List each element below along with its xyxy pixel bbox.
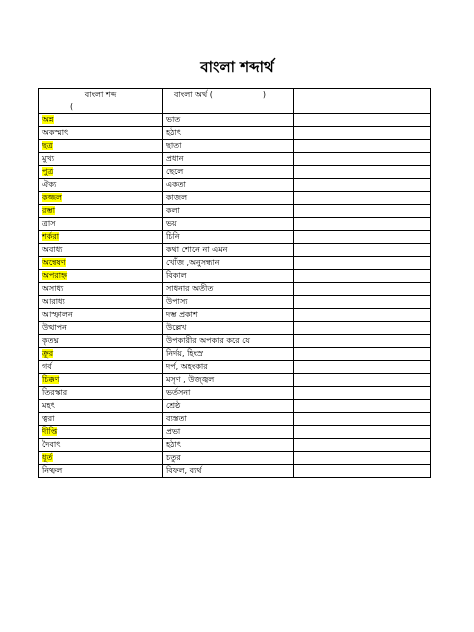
- word-cell: [39, 348, 163, 361]
- word-cell: [39, 296, 163, 309]
- extra-cell: [294, 283, 431, 296]
- word-text: অপরাহ্ন: [42, 271, 68, 280]
- word-cell: [39, 452, 163, 465]
- word-cell: [39, 166, 163, 179]
- table-row: [39, 166, 431, 179]
- header-word-cell: [39, 89, 163, 114]
- word-text: অন্ন: [42, 115, 54, 124]
- meaning-cell: সাধনার অতীত: [163, 283, 294, 296]
- table-row: [39, 205, 431, 218]
- word-text: অন্বেষণ: [42, 258, 66, 267]
- extra-cell: [294, 153, 431, 166]
- word-cell: [39, 426, 163, 439]
- meaning-cell: প্রভা: [163, 426, 294, 439]
- table-row: [39, 439, 431, 452]
- extra-cell: [294, 231, 431, 244]
- word-text: নিষ্ফল: [42, 466, 63, 475]
- word-text: উত্থাপন: [42, 323, 67, 332]
- header-meaning-label: বাংলা অর্থ (: [174, 90, 213, 99]
- header-extra-cell: [294, 89, 431, 114]
- meaning-cell: ভয়: [163, 218, 294, 231]
- table-row: [39, 192, 431, 205]
- word-cell: [39, 413, 163, 426]
- table-row: [39, 179, 431, 192]
- table-row: [39, 374, 431, 387]
- header-meaning-close: ): [262, 90, 266, 99]
- extra-cell: [294, 322, 431, 335]
- word-text: শর্করা: [42, 232, 60, 241]
- word-text: ক্রূর: [42, 349, 54, 358]
- word-cell: [39, 140, 163, 153]
- table-row: [39, 218, 431, 231]
- header-word-paren: (: [70, 102, 74, 111]
- extra-cell: [294, 400, 431, 413]
- word-cell: [39, 309, 163, 322]
- word-text: মুখ্য: [42, 154, 55, 163]
- vocabulary-table: [38, 88, 431, 478]
- word-cell: [39, 361, 163, 374]
- table-row: [39, 231, 431, 244]
- extra-cell: [294, 296, 431, 309]
- word-text: আস্ফালন: [42, 310, 73, 319]
- meaning-cell: ব্যস্ততা: [163, 413, 294, 426]
- extra-cell: [294, 361, 431, 374]
- word-cell: [39, 335, 163, 348]
- meaning-cell: মসৃণ , উজ্জ্বল: [163, 374, 294, 387]
- extra-cell: [294, 309, 431, 322]
- table-row: [39, 348, 431, 361]
- word-cell: [39, 192, 163, 205]
- word-text: অকস্মাৎ: [42, 128, 69, 137]
- header-meaning-cell: [163, 89, 294, 114]
- page-title: বাংলা শব্দার্থ: [200, 58, 274, 76]
- extra-cell: [294, 348, 431, 361]
- vocabulary-table-body: [39, 89, 431, 478]
- extra-cell: [294, 140, 431, 153]
- extra-cell: [294, 166, 431, 179]
- word-text: ত্বরা: [42, 414, 55, 423]
- meaning-cell: ভাত: [163, 114, 294, 127]
- extra-cell: [294, 257, 431, 270]
- extra-cell: [294, 465, 431, 478]
- extra-cell: [294, 218, 431, 231]
- table-row: [39, 426, 431, 439]
- extra-cell: [294, 374, 431, 387]
- extra-cell: [294, 192, 431, 205]
- table-row: [39, 153, 431, 166]
- word-text: কৃতঘ্ন: [42, 336, 59, 345]
- meaning-cell: উপকারীর অপকার করে যে: [163, 335, 294, 348]
- meaning-cell: হঠাৎ: [163, 127, 294, 140]
- word-cell: [39, 205, 163, 218]
- meaning-cell: কথা শোনে না এমন: [163, 244, 294, 257]
- word-text: রম্ভা: [42, 206, 56, 215]
- meaning-cell: একতা: [163, 179, 294, 192]
- word-text: মহৎ: [42, 401, 55, 410]
- meaning-cell: বিফল, ব্যর্থ: [163, 465, 294, 478]
- meaning-cell: ভর্তসনা: [163, 387, 294, 400]
- extra-cell: [294, 452, 431, 465]
- word-cell: [39, 322, 163, 335]
- word-text: দীপ্তি: [42, 427, 58, 436]
- meaning-cell: কলা: [163, 205, 294, 218]
- word-text: অবাধ্য: [42, 245, 63, 254]
- table-row: [39, 335, 431, 348]
- meaning-cell: প্রধান: [163, 153, 294, 166]
- header-word-label: বাংলা শব্দ: [84, 90, 117, 99]
- table-row: [39, 114, 431, 127]
- meaning-cell: হঠাৎ: [163, 439, 294, 452]
- word-text: আরাধ্য: [42, 297, 65, 306]
- meaning-cell: উল্লেখ: [163, 322, 294, 335]
- meaning-cell: শ্রেষ্ঠ: [163, 400, 294, 413]
- extra-cell: [294, 413, 431, 426]
- table-row: [39, 400, 431, 413]
- meaning-cell: নির্দয়, হিংস্র: [163, 348, 294, 361]
- word-cell: [39, 270, 163, 283]
- table-row: [39, 296, 431, 309]
- word-text: ধূর্ত: [42, 453, 53, 462]
- word-cell: [39, 114, 163, 127]
- word-cell: [39, 231, 163, 244]
- word-cell: [39, 400, 163, 413]
- meaning-cell: কাজল: [163, 192, 294, 205]
- word-cell: [39, 374, 163, 387]
- word-text: তিরস্কার: [42, 388, 68, 397]
- table-row: [39, 127, 431, 140]
- meaning-cell: ছাতা: [163, 140, 294, 153]
- word-cell: [39, 127, 163, 140]
- table-row: [39, 257, 431, 270]
- word-cell: [39, 439, 163, 452]
- meaning-cell: বিকাল: [163, 270, 294, 283]
- table-header-row: [39, 89, 431, 114]
- table-row: [39, 465, 431, 478]
- table-row: [39, 270, 431, 283]
- word-text: ত্রাস: [42, 219, 56, 228]
- word-text: দৈবাৎ: [42, 440, 61, 449]
- word-cell: [39, 218, 163, 231]
- word-text: ঐক্য: [42, 180, 57, 189]
- meaning-cell: ছেলে: [163, 166, 294, 179]
- meaning-cell: খোঁজ ,অনুসন্ধান: [163, 257, 294, 270]
- word-text: অসাধ্য: [42, 284, 64, 293]
- extra-cell: [294, 439, 431, 452]
- table-row: [39, 309, 431, 322]
- meaning-cell: উপাস্য: [163, 296, 294, 309]
- table-row: [39, 452, 431, 465]
- word-cell: [39, 465, 163, 478]
- meaning-cell: চিনি: [163, 231, 294, 244]
- word-text: ছত্র: [42, 141, 53, 150]
- table-row: [39, 322, 431, 335]
- extra-cell: [294, 244, 431, 257]
- word-text: গর্ব: [42, 362, 52, 371]
- word-cell: [39, 179, 163, 192]
- meaning-cell: দম্ভ প্রকাশ: [163, 309, 294, 322]
- word-text: চিক্কণ: [42, 375, 60, 384]
- word-cell: [39, 244, 163, 257]
- meaning-cell: চতুর: [163, 452, 294, 465]
- extra-cell: [294, 270, 431, 283]
- extra-cell: [294, 205, 431, 218]
- meaning-cell: দর্প, অহংকার: [163, 361, 294, 374]
- table-row: [39, 140, 431, 153]
- word-text: পুত্র: [42, 167, 54, 176]
- word-cell: [39, 387, 163, 400]
- table-row: [39, 244, 431, 257]
- extra-cell: [294, 179, 431, 192]
- word-cell: [39, 283, 163, 296]
- extra-cell: [294, 127, 431, 140]
- extra-cell: [294, 387, 431, 400]
- word-cell: [39, 153, 163, 166]
- word-text: কজ্জল: [42, 193, 62, 202]
- table-row: [39, 361, 431, 374]
- table-row: [39, 413, 431, 426]
- table-row: [39, 283, 431, 296]
- word-cell: [39, 257, 163, 270]
- extra-cell: [294, 426, 431, 439]
- extra-cell: [294, 114, 431, 127]
- header-meaning: [166, 89, 290, 101]
- table-row: [39, 387, 431, 400]
- extra-cell: [294, 335, 431, 348]
